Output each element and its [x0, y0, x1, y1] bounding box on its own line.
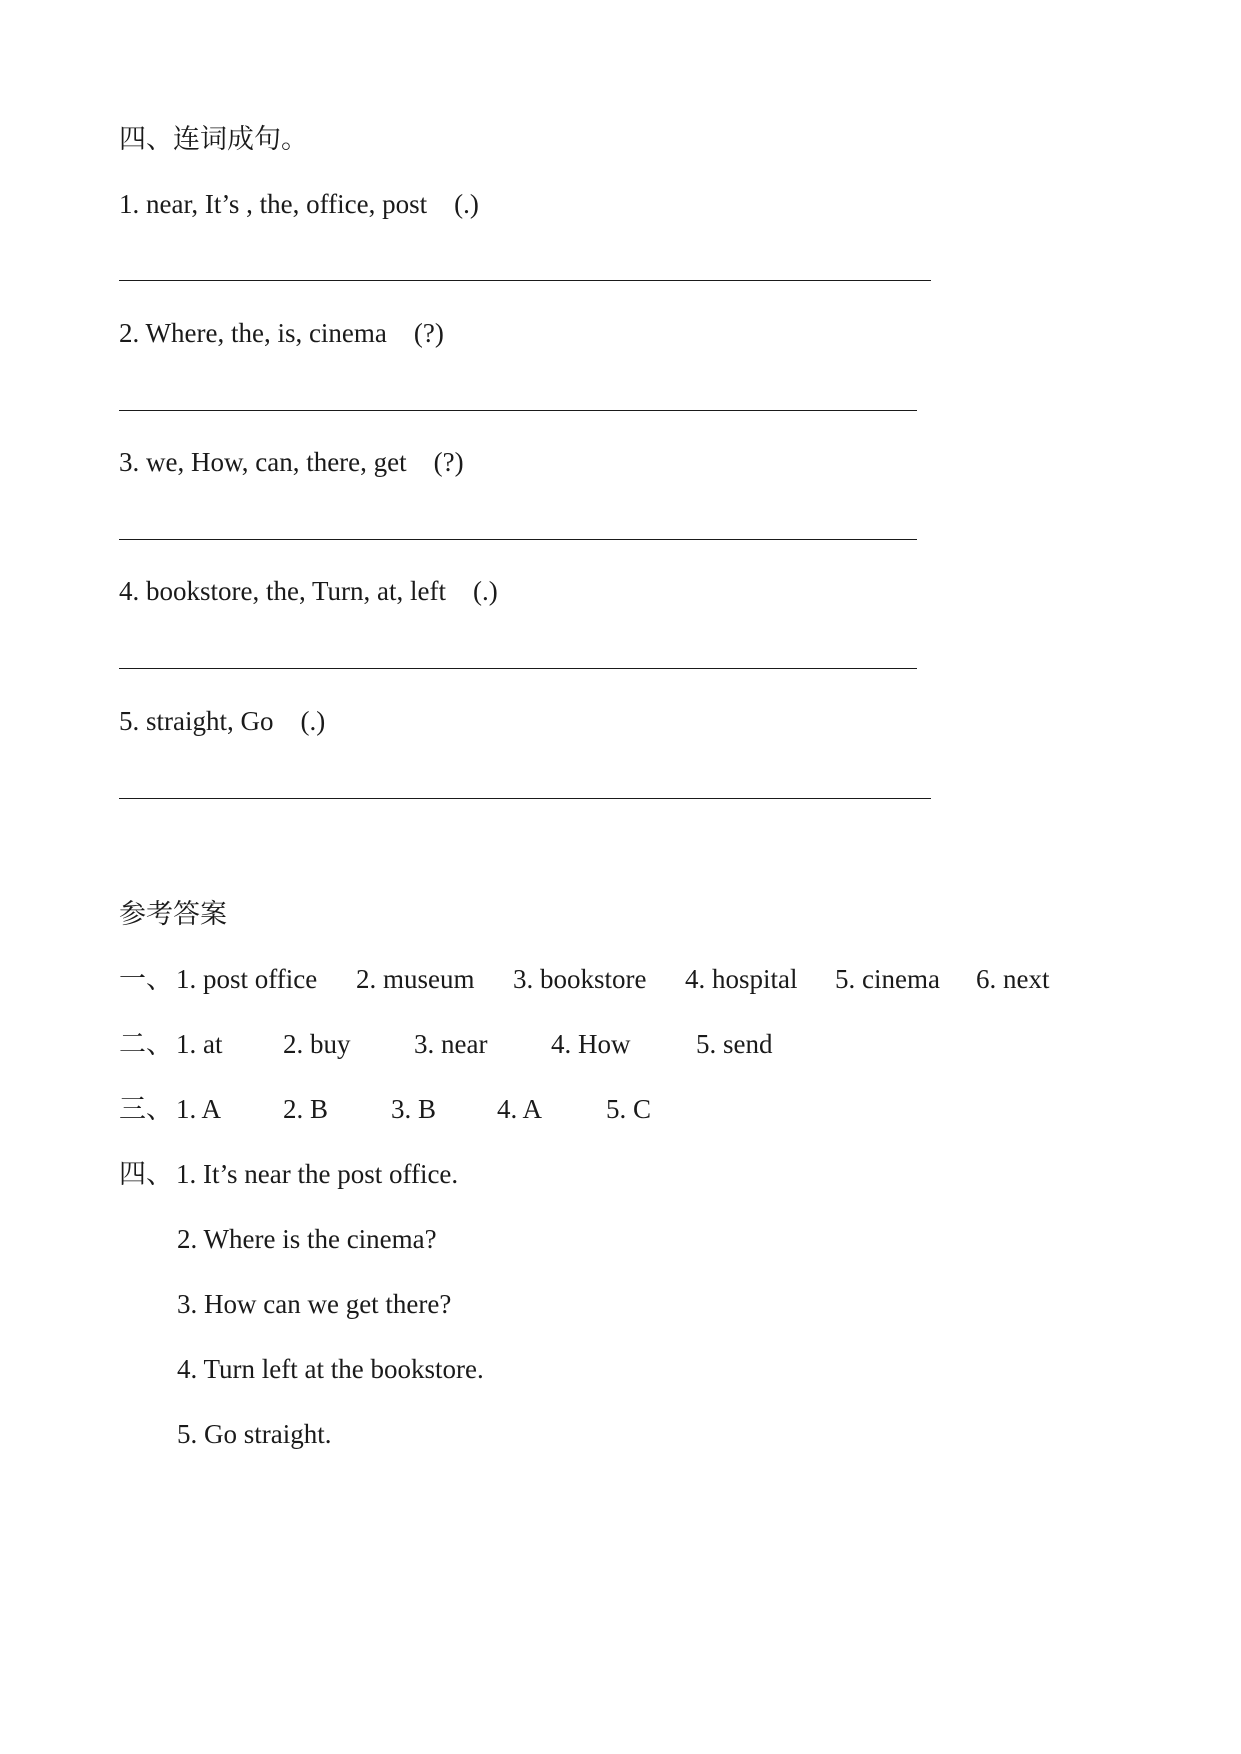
answer-part-2-item-3: 3. near — [414, 1029, 488, 1059]
answer-part-1-item-5: 5. cinema — [835, 964, 940, 994]
answer-part-4-item-4: 4. Turn left at the bookstore. — [177, 1354, 484, 1384]
answer-part-3-item-1: 1. A — [176, 1094, 222, 1124]
answer-part-2-item-2: 2. buy — [283, 1029, 351, 1059]
question-3: 3. we, How, can, there, get (?) — [119, 447, 464, 477]
question-5: 5. straight, Go (.) — [119, 706, 326, 736]
answer-blank-4[interactable] — [119, 668, 917, 669]
answer-blank-2[interactable] — [119, 410, 917, 411]
answer-part-2-item-5: 5. send — [696, 1029, 773, 1059]
answer-part-1-item-3: 3. bookstore — [513, 964, 647, 994]
answer-part-3-item-5: 5. C — [606, 1094, 652, 1124]
answer-part-3-item-3: 3. B — [391, 1094, 437, 1124]
section-heading: 四、连词成句。 — [119, 124, 308, 154]
answer-part-3-prefix: 三、 — [119, 1094, 173, 1124]
question-1: 1. near, It’s , the, office, post (.) — [119, 189, 479, 219]
answer-part-2-item-1: 1. at — [176, 1029, 223, 1059]
answer-part-1-item-6: 6. next — [976, 964, 1050, 994]
answer-part-4-item-3: 3. How can we get there? — [177, 1289, 452, 1319]
answer-part-4-prefix: 四、 — [119, 1159, 173, 1189]
answer-part-2-prefix: 二、 — [119, 1029, 173, 1059]
answer-blank-3[interactable] — [119, 539, 917, 540]
answer-part-2-item-4: 4. How — [551, 1029, 631, 1059]
answer-part-3-item-4: 4. A — [497, 1094, 543, 1124]
answer-blank-5[interactable] — [119, 798, 931, 799]
answer-part-3-item-2: 2. B — [283, 1094, 329, 1124]
answer-part-1-item-2: 2. museum — [356, 964, 475, 994]
answer-part-1-item-4: 4. hospital — [685, 964, 798, 994]
answer-part-1-prefix: 一、 — [119, 964, 173, 994]
answer-part-4-item-2: 2. Where is the cinema? — [177, 1224, 437, 1254]
question-4: 4. bookstore, the, Turn, at, left (.) — [119, 576, 498, 606]
answer-part-4-item-1: 1. It’s near the post office. — [176, 1159, 459, 1189]
question-2: 2. Where, the, is, cinema (?) — [119, 318, 444, 348]
answer-part-4-item-5: 5. Go straight. — [177, 1419, 332, 1449]
answer-key-heading: 参考答案 — [119, 899, 227, 929]
answer-part-1-item-1: 1. post office — [176, 964, 318, 994]
answer-blank-1[interactable] — [119, 280, 931, 281]
